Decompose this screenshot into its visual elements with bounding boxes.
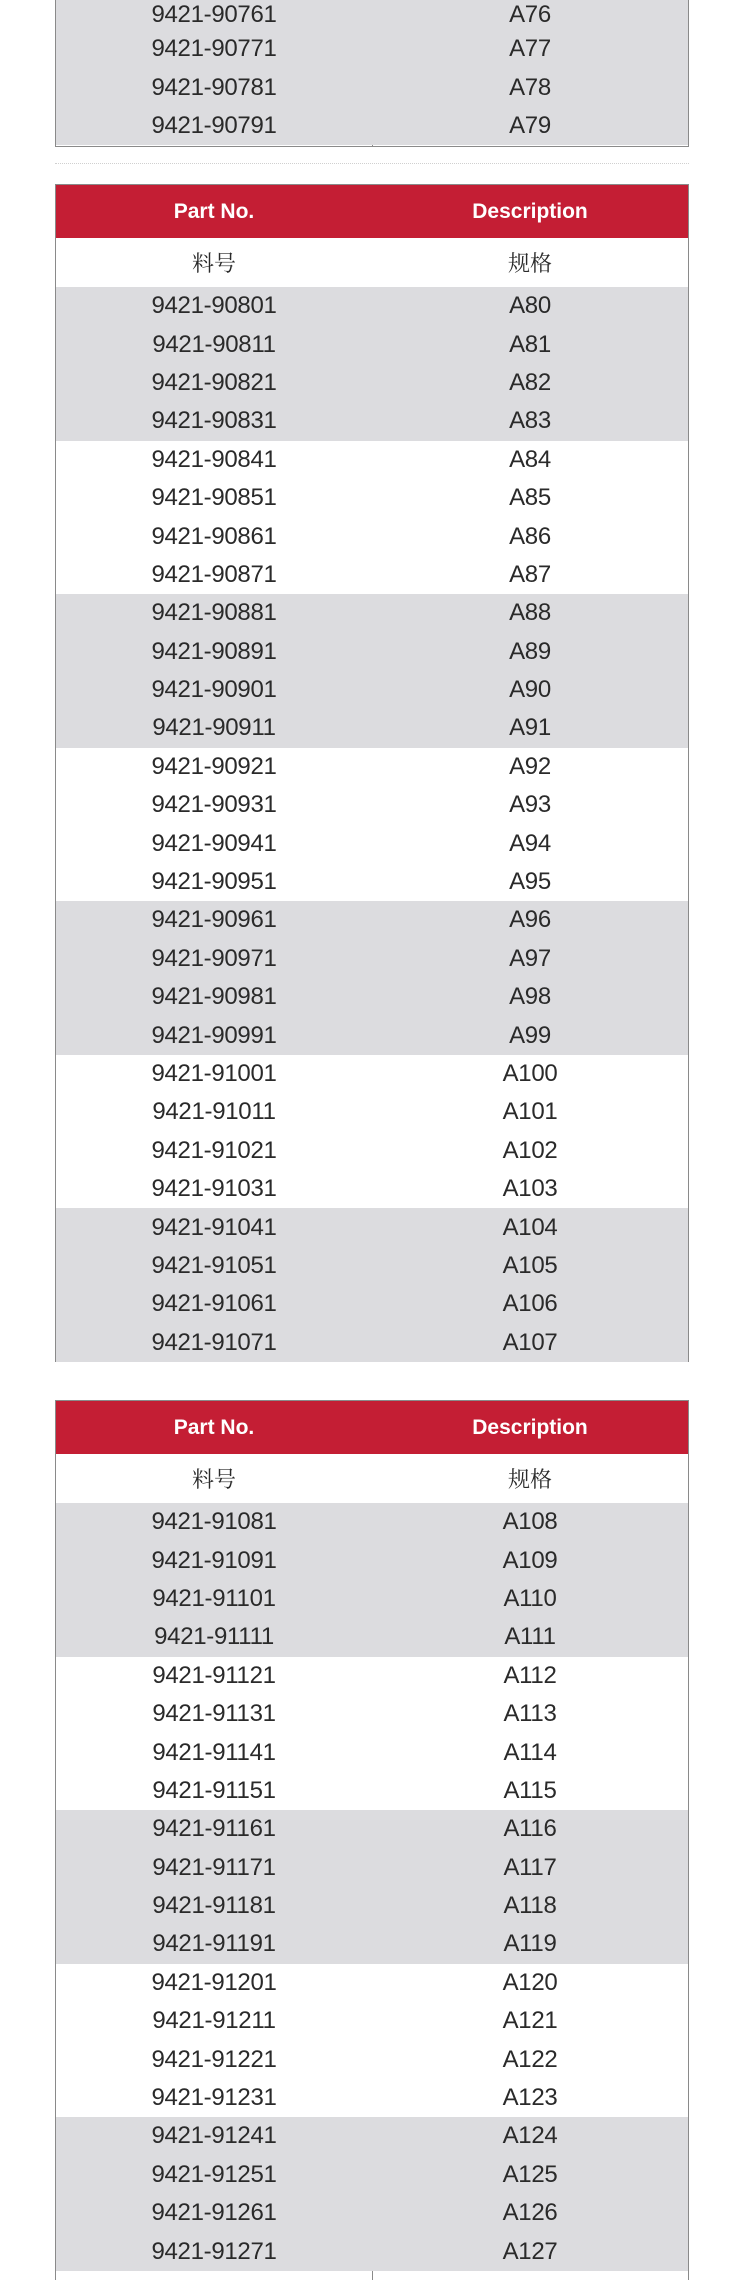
table-row — [56, 2002, 688, 2040]
header-description: Description — [472, 199, 588, 223]
cell-part-no: 9421-91101 — [152, 1584, 276, 1612]
cell-description: A112 — [503, 1661, 557, 1689]
cell-description: A127 — [502, 2237, 558, 2265]
cell-description: A110 — [503, 1584, 557, 1612]
table-row — [56, 107, 688, 145]
cell-description: A97 — [509, 944, 551, 972]
cell-part-no: 9421-91121 — [152, 1661, 276, 1689]
table-header — [56, 1401, 688, 1454]
cell-part-no: 9421-90821 — [151, 368, 277, 396]
cell-description: A117 — [503, 1853, 557, 1881]
cell-part-no: 9421-90761 — [151, 1, 277, 28]
cell-description: A85 — [509, 484, 551, 512]
subheader-description-cn: 规格 — [507, 1468, 552, 1493]
table-row — [56, 1925, 688, 1963]
cell-part-no: 9421-90991 — [151, 1021, 277, 1049]
table-row — [56, 1618, 688, 1656]
cell-description: A125 — [502, 2160, 558, 2188]
cell-description: A98 — [509, 983, 551, 1011]
cell-description: A88 — [509, 599, 551, 627]
table-row — [56, 1541, 688, 1579]
cell-description: A108 — [502, 1508, 558, 1536]
cell-part-no: 9421-91031 — [151, 1175, 277, 1203]
table-row — [56, 1208, 688, 1246]
cell-description: A104 — [502, 1213, 558, 1241]
table-row — [56, 709, 688, 747]
cell-part-no: 9421-90831 — [151, 407, 277, 435]
cell-part-no: 9421-91151 — [152, 1776, 276, 1804]
cell-description: A78 — [509, 73, 551, 101]
cell-description: A118 — [503, 1892, 557, 1920]
cell-part-no: 9421-91261 — [151, 2199, 277, 2227]
cell-description: A90 — [509, 676, 551, 704]
cell-description: A91 — [509, 714, 551, 742]
cell-description: A113 — [503, 1700, 557, 1728]
table-row — [56, 901, 688, 939]
header-description: Description — [472, 1415, 588, 1439]
cell-part-no: 9421-90941 — [151, 829, 277, 857]
cell-part-no: 9421-90881 — [151, 599, 277, 627]
table-row — [56, 68, 688, 106]
cell-description: A124 — [502, 2122, 558, 2150]
table-row — [56, 1324, 688, 1362]
parts-table-1 — [55, 184, 689, 1362]
cell-part-no: 9421-90811 — [152, 330, 276, 358]
table-row — [56, 1170, 688, 1208]
table-row — [56, 1964, 688, 2002]
cell-description: A99 — [509, 1021, 551, 1049]
cell-part-no: 9421-90841 — [151, 445, 277, 473]
subheader-part-no-cn: 料号 — [191, 252, 236, 277]
cell-part-no: 9421-91061 — [151, 1290, 277, 1318]
table-row — [56, 287, 688, 325]
table-row — [56, 1772, 688, 1810]
cell-part-no: 9421-91201 — [151, 1968, 277, 1996]
table-row — [56, 1887, 688, 1925]
cell-part-no: 9421-91191 — [152, 1930, 276, 1958]
cell-part-no: 9421-90801 — [151, 292, 277, 320]
cell-part-no: 9421-91211 — [152, 2007, 276, 2035]
cell-part-no: 9421-91001 — [151, 1060, 277, 1087]
table-1-rows — [56, 287, 688, 1362]
cell-part-no: 9421-90921 — [151, 752, 277, 780]
cell-part-no: 9421-91081 — [151, 1508, 277, 1536]
cell-description: A102 — [502, 1136, 558, 1164]
cell-part-no: 9421-90861 — [151, 522, 277, 550]
table-row — [56, 2079, 688, 2117]
cell-description: A93 — [509, 791, 551, 819]
cell-part-no: 9421-91181 — [152, 1892, 276, 1920]
cell-part-no: 9421-90981 — [151, 983, 277, 1011]
cell-description: A100 — [502, 1060, 558, 1087]
cell-part-no: 9421-91231 — [151, 2084, 277, 2112]
cell-part-no: 9421-91141 — [152, 1738, 276, 1766]
cell-part-no: 9421-91071 — [151, 1328, 277, 1356]
cell-description: A94 — [509, 829, 551, 857]
table-row — [56, 1580, 688, 1618]
table-row — [56, 1657, 688, 1695]
table-subheader — [56, 1454, 688, 1503]
table-subheader — [56, 238, 688, 287]
cell-part-no: 9421-91161 — [152, 1815, 276, 1843]
table-row — [56, 2040, 688, 2078]
table-row — [56, 2117, 688, 2155]
cell-description: A105 — [502, 1251, 558, 1279]
cell-part-no: 9421-91091 — [151, 1546, 277, 1574]
header-part-no: Part No. — [173, 1415, 255, 1439]
table-row — [56, 1810, 688, 1848]
cell-description: A86 — [509, 522, 551, 550]
parts-table-partial — [55, 0, 689, 147]
table-row — [56, 441, 688, 479]
cell-description: A123 — [502, 2084, 558, 2112]
separator-dotted — [55, 163, 689, 164]
cell-part-no: 9421-90791 — [151, 111, 277, 139]
table-row — [56, 863, 688, 901]
cell-part-no: 9421-90971 — [151, 944, 277, 972]
cell-description: A111 — [504, 1623, 556, 1651]
table-row — [56, 671, 688, 709]
cell-description: A122 — [502, 2045, 558, 2073]
table-row — [56, 1132, 688, 1170]
cell-description: A120 — [502, 1968, 558, 1996]
table-row — [56, 1503, 688, 1541]
cell-part-no: 9421-91011 — [152, 1098, 276, 1126]
table-row — [56, 1247, 688, 1285]
cell-description: A83 — [509, 407, 551, 435]
cell-description: A77 — [509, 35, 551, 63]
table-row — [56, 2156, 688, 2194]
cell-part-no: 9421-90871 — [151, 560, 277, 588]
table-row — [56, 1849, 688, 1887]
subheader-description-cn: 规格 — [507, 252, 552, 277]
cell-part-no: 9421-91131 — [152, 1700, 276, 1728]
cell-description: A81 — [509, 330, 551, 358]
table-row — [56, 556, 688, 594]
table-2-rows — [56, 1503, 688, 2271]
cell-part-no: 9421-90901 — [151, 676, 277, 704]
table-row — [56, 0, 688, 30]
table-row — [56, 364, 688, 402]
table-row — [56, 824, 688, 862]
cell-description: A114 — [503, 1738, 557, 1766]
cell-part-no: 9421-91171 — [152, 1853, 276, 1881]
table-row — [56, 402, 688, 440]
table-row — [56, 30, 688, 68]
cell-description: A121 — [502, 2007, 558, 2035]
cell-description: A95 — [509, 868, 551, 896]
table-row — [56, 633, 688, 671]
cell-part-no: 9421-91251 — [151, 2160, 277, 2188]
cell-part-no: 9421-90851 — [151, 484, 277, 512]
cell-description: A101 — [502, 1098, 558, 1126]
table-row — [56, 1695, 688, 1733]
table-row — [56, 786, 688, 824]
cell-part-no: 9421-90951 — [151, 868, 277, 896]
table-row — [56, 1055, 688, 1093]
cell-description: A76 — [509, 1, 551, 28]
table-row — [56, 748, 688, 786]
table-row — [56, 2194, 688, 2232]
table-row — [56, 978, 688, 1016]
cell-part-no: 9421-91111 — [154, 1623, 274, 1651]
cell-description: A115 — [503, 1776, 557, 1804]
cell-description: A103 — [502, 1175, 558, 1203]
cell-description: A126 — [502, 2199, 558, 2227]
cell-description: A87 — [509, 560, 551, 588]
table-row — [56, 1093, 688, 1131]
parts-table-2 — [55, 1400, 689, 2280]
table-header — [56, 185, 688, 238]
subheader-part-no-cn: 料号 — [191, 1468, 236, 1493]
header-part-no: Part No. — [173, 199, 255, 223]
table-row — [56, 940, 688, 978]
cell-description: A116 — [503, 1815, 557, 1843]
cell-part-no: 9421-90911 — [152, 714, 276, 742]
table-row — [56, 325, 688, 363]
cell-description: A89 — [509, 637, 551, 665]
cell-description: A84 — [509, 445, 551, 473]
cell-part-no: 9421-91221 — [151, 2045, 277, 2073]
cell-description: A80 — [509, 292, 551, 320]
partial-rows — [56, 0, 688, 145]
table-row — [56, 1285, 688, 1323]
cell-part-no: 9421-90891 — [151, 637, 277, 665]
table-row — [56, 479, 688, 517]
cell-part-no: 9421-90961 — [151, 906, 277, 934]
cell-description: A107 — [502, 1328, 558, 1356]
cell-description: A109 — [502, 1546, 558, 1574]
cell-description: A119 — [503, 1930, 557, 1958]
cell-part-no: 9421-91271 — [151, 2237, 277, 2265]
cell-description: A79 — [509, 111, 551, 139]
table-row — [56, 1733, 688, 1771]
cell-part-no: 9421-91021 — [151, 1136, 277, 1164]
cell-description: A82 — [509, 368, 551, 396]
cell-part-no: 9421-90931 — [151, 791, 277, 819]
cell-description: A106 — [502, 1290, 558, 1318]
cell-part-no: 9421-91041 — [151, 1213, 277, 1241]
cell-part-no: 9421-91051 — [151, 1251, 277, 1279]
table-row — [56, 1016, 688, 1054]
cell-description: A92 — [509, 752, 551, 780]
cell-part-no: 9421-91241 — [151, 2122, 277, 2150]
table-row — [56, 594, 688, 632]
table-row — [56, 2232, 688, 2270]
cell-description: A96 — [509, 906, 551, 934]
cell-part-no: 9421-90771 — [151, 35, 277, 63]
cell-part-no: 9421-90781 — [151, 73, 277, 101]
table-row — [56, 517, 688, 555]
